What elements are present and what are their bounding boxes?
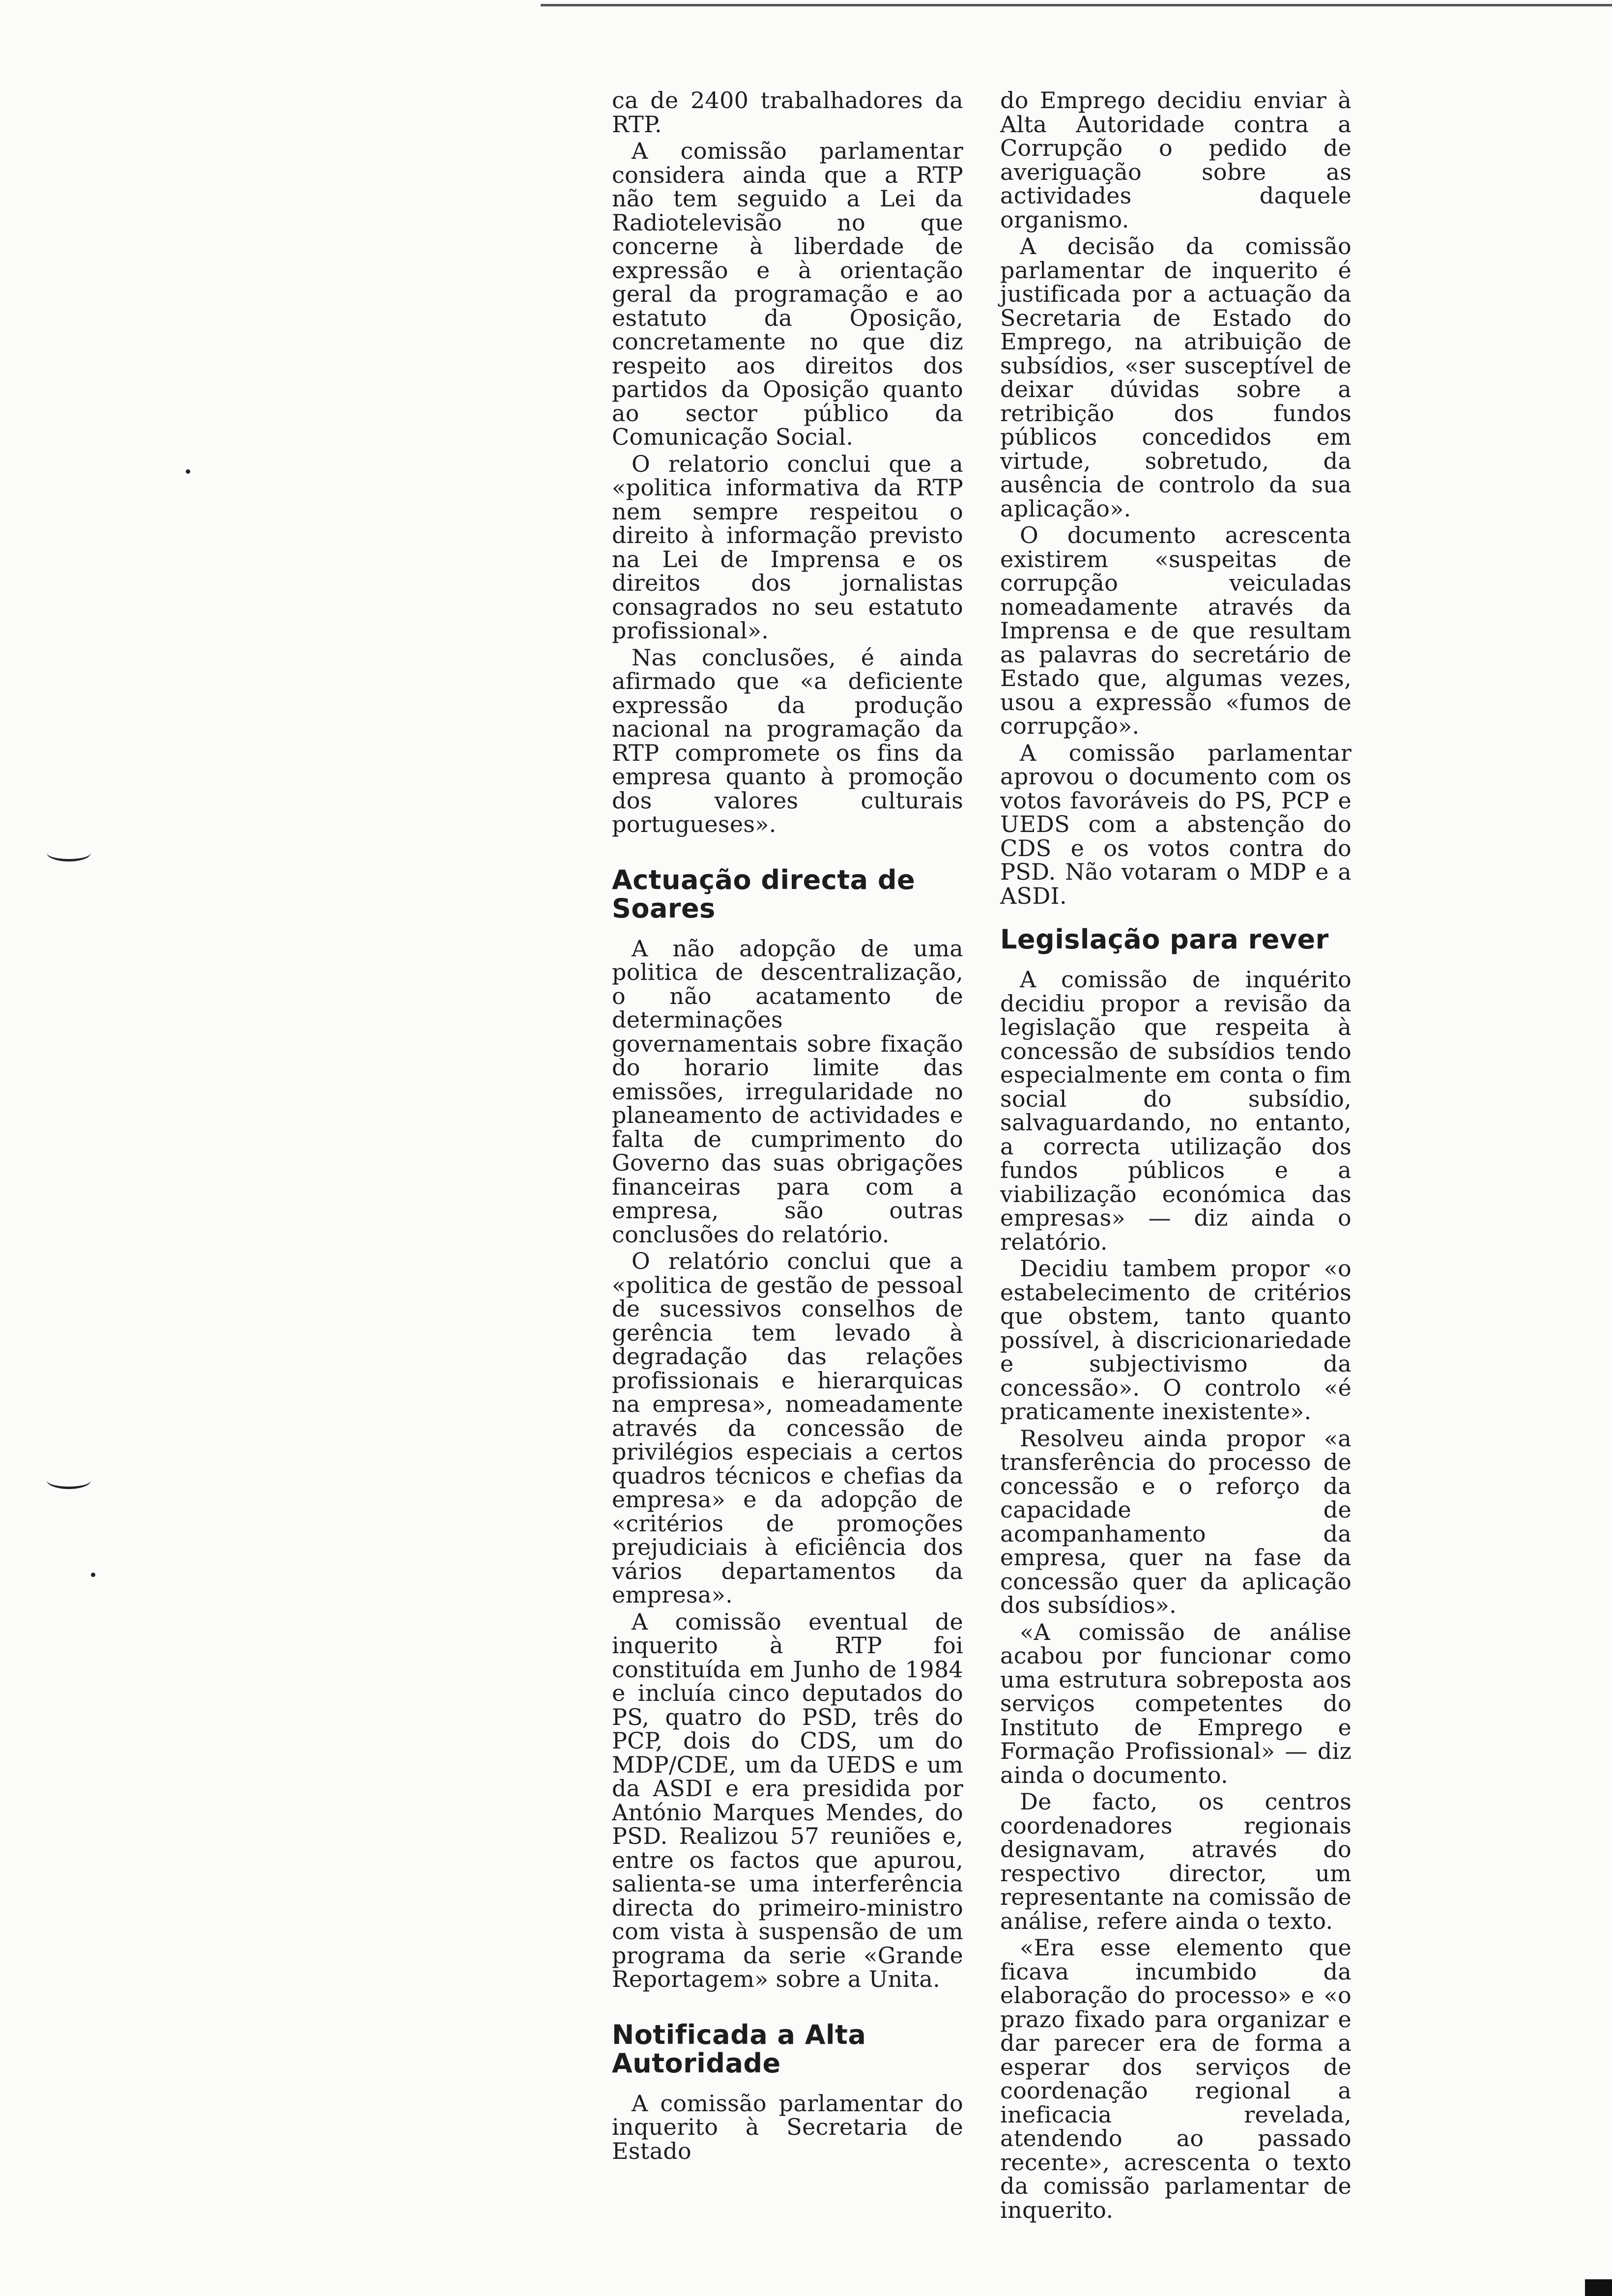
paragraph: Resolveu ainda propor «a transferência do processo de concessão e o reforço da capacidade de acompanhamento da empresa, quer na fase da concessão quer da aplicação dos subsídios». (1000, 1425, 1352, 1618)
page-top-rule (541, 4, 1612, 6)
paragraph: O documento acrescenta existirem «suspeitas de corrupção veiculadas nomeadamente através da Imprensa e de que resultam as palavras do secretário de Estado que, algumas vezes, usou a expressão «fumos de corrupção». (1000, 522, 1352, 739)
paragraph: Nas conclusões, é ainda afirmado que «a deficiente expressão da produção nacional na programação da RTP compromete os fins da empresa quanto à promoção dos valores culturais portugueses». (612, 644, 963, 837)
margin-pen-mark (47, 844, 91, 861)
paragraph: Decidiu tambem propor «o estabelecimento de critérios que obstem, tanto quanto possível, à discricionariedade e subjectivismo da concessão». O controlo «é praticamente inexistente». (1000, 1255, 1352, 1425)
paragraph: A comissão eventual de inquerito à RTP foi constituída em Junho de 1984 e incluía cinco deputados do PS, quatro do PSD, três do PCP, dois do CDS, um do MDP/CDE, um da UEDS e um da ASDI e era presidida por António Marques Mendes, do PSD. Realizou 57 reuniões e, entre os factos que apurou, salienta-se uma interferência directa do primeiro-ministro com vista à suspensão de um programa da serie «Grande Reportagem» sobre a Unita. (612, 1608, 963, 1992)
margin-pen-mark (47, 1472, 91, 1489)
paragraph: A comissão parlamentar aprovou o documento com os votos favoráveis do PS, PCP e UEDS com a abstenção do CDS e os votos contra do PSD. Não votaram o MDP e a ASDI. (1000, 739, 1352, 909)
paragraph: O relatório conclui que a «politica de gestão de pessoal de sucessivos conselhos de gerência tem levado à degradação das relações profissionais e hierarquicas na empresa», nomeadamente através da concessão de privilégios especiais a certos quadros técnicos e chefias da empresa» e da adopção de «critérios de promoções prejudiciais à eficiência dos vários departamentos da empresa». (612, 1248, 963, 1608)
paragraph: do Emprego decidiu enviar à Alta Autoridade contra a Corrupção o pedido de averiguação sobre as actividades daquele organismo. (1000, 87, 1352, 233)
scan-speck (186, 469, 190, 474)
article-column-left (612, 88, 963, 2166)
section-heading: Actuação directa de Soares (612, 864, 916, 924)
section-heading: Notificada a Alta Autoridade (612, 2019, 866, 2079)
paragraph: A comissão de inquérito decidiu propor a revisão da legislação que respeita à concessão de subsídios tendo especialmente em conta o fim social do subsídio, salvaguardando, no entanto, a correcta utilização dos fundos públicos e a viabilização económica das empresas» — diz ainda o relatório. (1000, 966, 1352, 1255)
paragraph: A decisão da comissão parlamentar de inquerito é justificada por a actuação da Secretaria de Estado do Emprego, na atribuição de subsídios, «ser susceptível de deixar dúvidas sobre a retribição dos fundos públicos concedidos em virtude, sobretudo, da ausência de controlo da sua aplicação». (1000, 233, 1352, 522)
paragraph: ca de 2400 trabalhadores da RTP. (612, 87, 963, 138)
scan-edge-mark (1585, 2279, 1612, 2296)
paragraph: A não adopção de uma politica de descentralização, o não acatamento de determinações governamentais sobre fixação do horario limite das emissões, irregularidade no planeamento de actividades e falta de cumprimento do Governo das suas obrigações financeiras para com a empresa, são outras conclusões do relatório. (612, 935, 963, 1248)
paragraph: «Era esse elemento que ficava incumbido da elaboração do processo» e «o prazo fixado para organizar e dar parecer era de forma a esperar dos serviços de coordenação regional a ineficacia revelada, atendendo ao passado recente», acrescenta o texto da comissão parlamentar de inquerito. (1000, 1934, 1352, 2223)
scan-speck (91, 1573, 95, 1577)
section-heading: Legislação para rever (1000, 924, 1329, 955)
paragraph: O relatorio conclui que a «politica informativa da RTP nem sempre respeitou o direito à informação previsto na Lei de Imprensa e os direitos dos jornalistas consagrados no seu estatuto profissional». (612, 450, 963, 644)
paragraph: A comissão parlamentar do inquerito à Secretaria de Estado (612, 2090, 963, 2164)
paragraph: A comissão parlamentar considera ainda que a RTP não tem seguido a Lei da Radiotelevisão no que concerne à liberdade de expressão e à orientação geral da programação e ao estatuto da Oposição, concretamente no que diz respeito aos direitos dos partidos da Oposição quanto ao sector público da Comunicação Social. (612, 138, 963, 450)
article-column-right (1000, 88, 1352, 2225)
paragraph: De facto, os centros coordenadores regionais designavam, através do respectivo director, um representante na comissão de análise, refere ainda o texto. (1000, 1788, 1352, 1934)
paragraph: «A comissão de análise acabou por funcionar como uma estrutura sobreposta aos serviços competentes do Instituto de Emprego e Formação Profissional» — diz ainda o documento. (1000, 1618, 1352, 1788)
